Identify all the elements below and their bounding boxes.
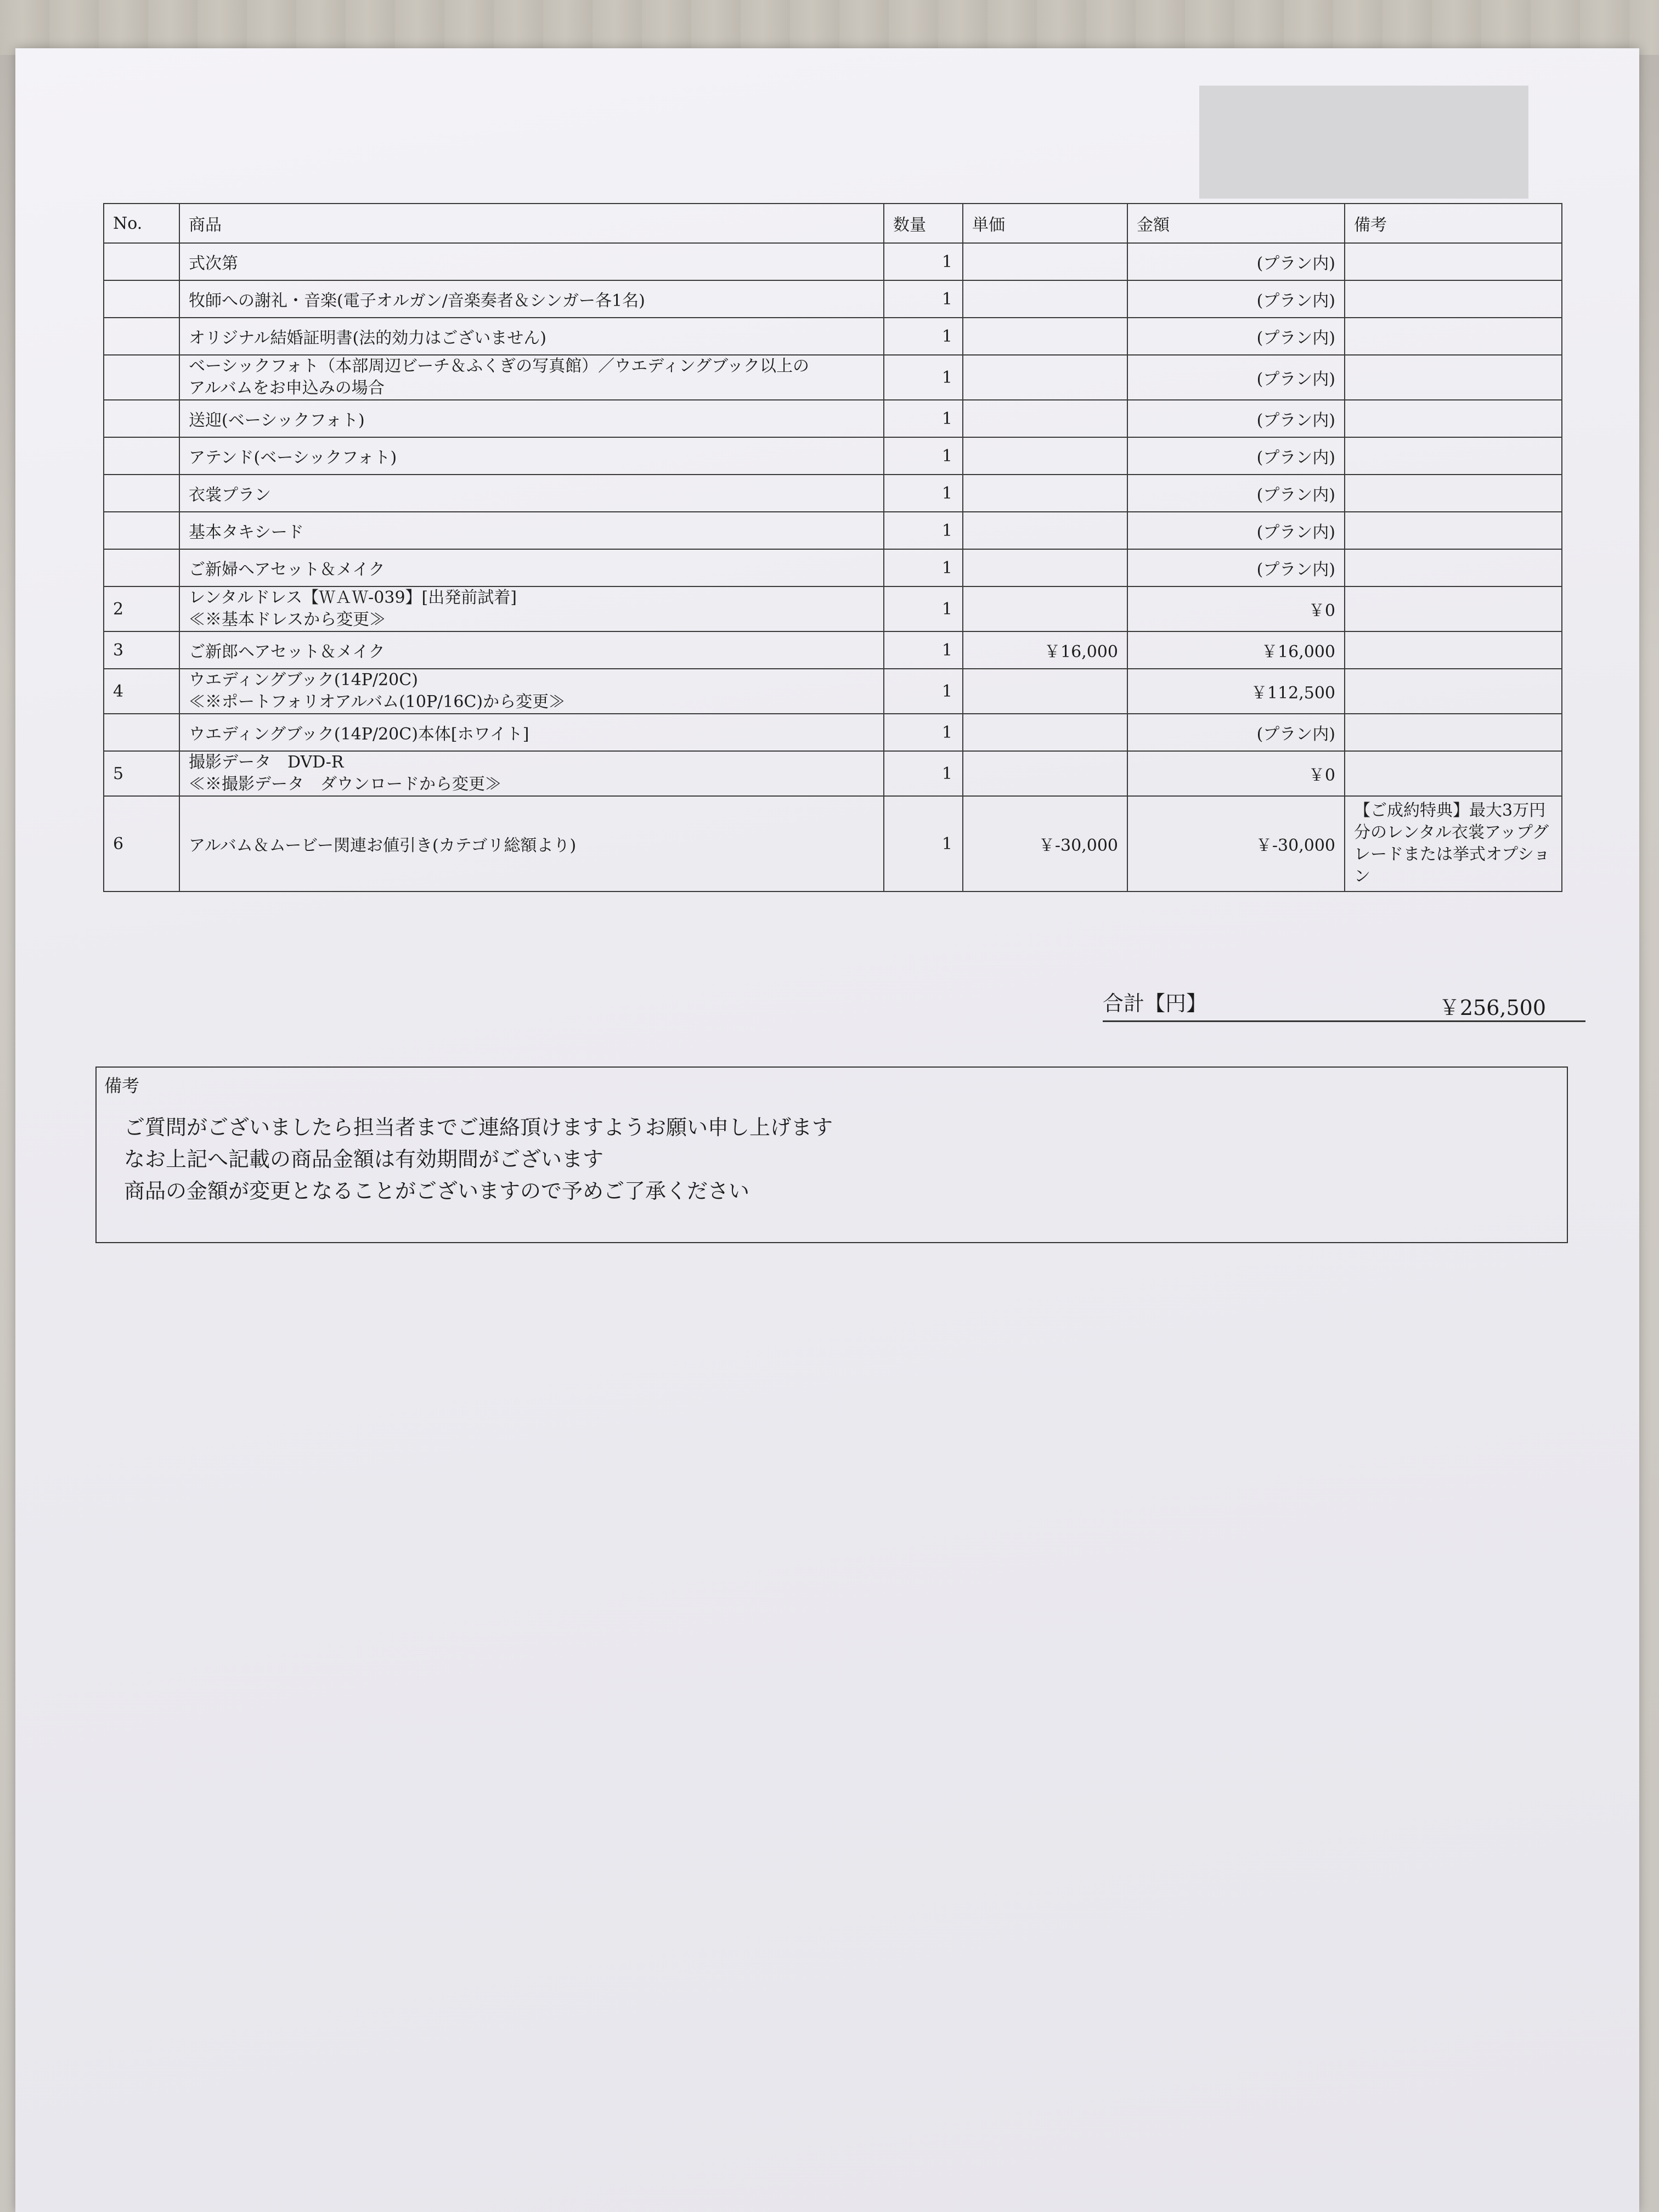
row-item-line: ベーシックフォト（本部周辺ビーチ＆ふくぎの写真館）／ウエディングブック以上の [189,357,809,376]
row-unit-price: ￥-30,000 [963,796,1127,891]
items-table [103,203,1562,892]
row-item: 送迎(ベーシックフォト) [179,400,884,437]
row-no: 4 [104,669,179,714]
table-row [104,355,1562,400]
row-note [1345,549,1562,586]
table-row [104,318,1562,355]
row-item: オリジナル結婚証明書(法的効力はございません) [179,318,884,355]
remarks-line: なお上記へ記載の商品金額は有効期間がございます [124,1147,604,1171]
row-item-line: ≪※基本ドレスから変更≫ [189,610,386,629]
table-row [104,475,1562,512]
row-qty: 1 [884,512,963,549]
remarks-line: ご質問がございましたら担当者までご連絡頂けますようお願い申し上げます [124,1115,833,1139]
table-row [104,631,1562,669]
total-underline [1103,1020,1585,1022]
row-note [1345,355,1562,400]
row-item: ご新郎ヘアセット＆メイク [179,631,884,669]
table-row [104,751,1562,796]
row-qty: 1 [884,355,963,400]
row-item: アテンド(ベーシックフォト) [179,437,884,475]
row-qty: 1 [884,437,963,475]
row-item: 牧師への謝礼・音楽(電子オルガン/音楽奏者＆シンガー各1名) [179,280,884,318]
row-unit-price [963,669,1127,714]
row-unit-price [963,400,1127,437]
row-no: 3 [104,631,179,669]
row-no: 2 [104,586,179,631]
row-note [1345,586,1562,631]
row-note: 【ご成約特典】最大3万円分のレンタル衣裳アップグレードまたは挙式オプション [1345,796,1562,891]
header-qty: 数量 [884,204,963,243]
row-note [1345,318,1562,355]
table-header-row [104,204,1562,243]
row-unit-price [963,549,1127,586]
row-no [104,512,179,549]
row-item [179,669,884,714]
row-amount: ￥-30,000 [1127,796,1345,891]
row-item-line: 撮影データ DVD-R [189,753,344,772]
row-unit-price [963,475,1127,512]
row-item: ウエディングブック(14P/20C)本体[ホワイト] [179,714,884,751]
row-note [1345,512,1562,549]
row-note [1345,631,1562,669]
row-no [104,475,179,512]
row-qty: 1 [884,400,963,437]
remarks-title: 備考 [104,1075,140,1096]
header-item: 商品 [179,204,884,243]
row-unit-price [963,586,1127,631]
header-unit-price: 単価 [963,204,1127,243]
document-page [15,48,1639,2212]
row-qty: 1 [884,243,963,280]
table-row [104,549,1562,586]
row-unit-price [963,280,1127,318]
row-note [1345,437,1562,475]
row-amount: (プラン内) [1127,355,1345,400]
row-amount: (プラン内) [1127,549,1345,586]
row-amount: ￥16,000 [1127,631,1345,669]
row-amount: ￥112,500 [1127,669,1345,714]
row-qty: 1 [884,631,963,669]
row-item-line: ≪※ポートフォリオアルバム(10P/16C)から変更≫ [189,692,566,712]
row-qty: 1 [884,669,963,714]
table-row [104,586,1562,631]
row-qty: 1 [884,280,963,318]
remarks-box [95,1066,1568,1243]
total-value: ￥256,500 [1438,996,1546,1020]
row-amount: (プラン内) [1127,400,1345,437]
row-qty: 1 [884,714,963,751]
row-qty: 1 [884,475,963,512]
row-item: アルバム＆ムービー関連お値引き(カテゴリ総額より) [179,796,884,891]
row-unit-price [963,355,1127,400]
row-amount: (プラン内) [1127,243,1345,280]
row-item-line: アルバムをお申込みの場合 [189,379,385,398]
row-note [1345,475,1562,512]
row-note [1345,280,1562,318]
row-item [179,355,884,400]
row-item [179,586,884,631]
remarks-line: 商品の金額が変更となることがございますので予めご了承ください [124,1179,750,1203]
row-no: 5 [104,751,179,796]
table-row [104,400,1562,437]
row-item [179,751,884,796]
row-no [104,549,179,586]
row-qty: 1 [884,751,963,796]
row-amount: (プラン内) [1127,318,1345,355]
row-item: 基本タキシード [179,512,884,549]
header-no: No. [104,204,179,243]
row-no: 6 [104,796,179,891]
row-item-line: レンタルドレス【ＷＡＷ-039】[出発前試着] [189,588,517,607]
table-row [104,714,1562,751]
row-amount: (プラン内) [1127,714,1345,751]
desk-background [0,0,1659,55]
row-unit-price [963,243,1127,280]
row-amount: ￥0 [1127,586,1345,631]
row-no [104,437,179,475]
row-note [1345,243,1562,280]
row-unit-price [963,512,1127,549]
row-item: 衣裳プラン [179,475,884,512]
row-unit-price [963,751,1127,796]
row-no [104,400,179,437]
row-item-line: ウエディングブック(14P/20C) [189,670,418,690]
row-unit-price [963,318,1127,355]
row-item-line: ≪※撮影データ ダウンロードから変更≫ [189,775,501,794]
row-qty: 1 [884,796,963,891]
header-note: 備考 [1345,204,1562,243]
row-unit-price [963,437,1127,475]
row-amount: (プラン内) [1127,437,1345,475]
row-no [104,355,179,400]
row-amount: (プラン内) [1127,512,1345,549]
header-amount: 金額 [1127,204,1345,243]
row-item: ご新婦ヘアセット＆メイク [179,549,884,586]
row-unit-price [963,714,1127,751]
table-row [104,437,1562,475]
row-amount: ￥0 [1127,751,1345,796]
table-row [104,243,1562,280]
table-row [104,512,1562,549]
row-qty: 1 [884,586,963,631]
redacted-block [1199,86,1528,199]
row-no [104,714,179,751]
row-note [1345,400,1562,437]
row-no [104,318,179,355]
table-row [104,796,1562,891]
row-item: 式次第 [179,243,884,280]
row-note [1345,751,1562,796]
row-qty: 1 [884,549,963,586]
row-note [1345,669,1562,714]
table-row [104,280,1562,318]
row-qty: 1 [884,318,963,355]
table-row [104,669,1562,714]
total-label: 合計【円】 [1103,991,1207,1015]
row-unit-price: ￥16,000 [963,631,1127,669]
row-no [104,280,179,318]
row-amount: (プラン内) [1127,475,1345,512]
row-amount: (プラン内) [1127,280,1345,318]
row-note [1345,714,1562,751]
row-no [104,243,179,280]
